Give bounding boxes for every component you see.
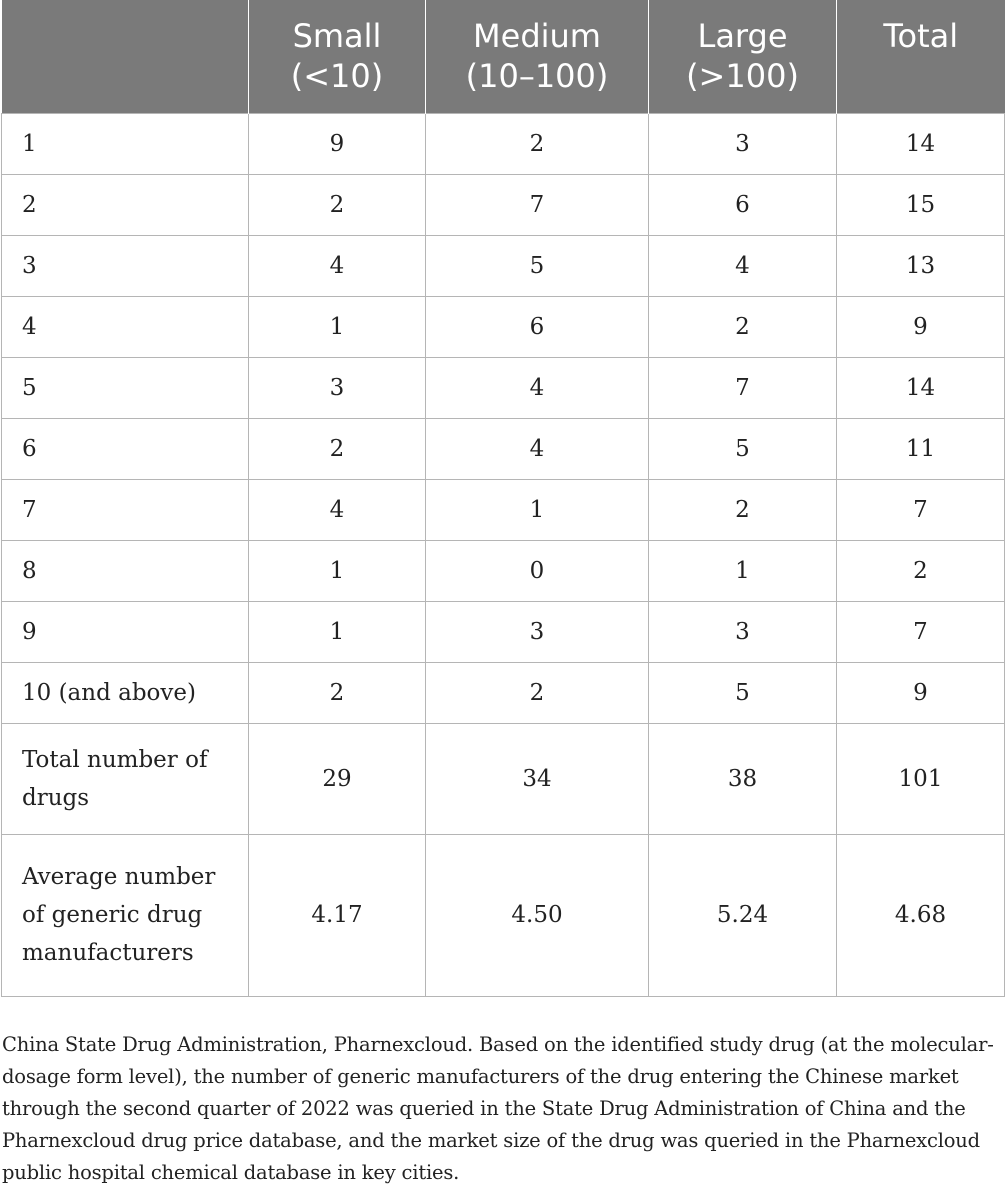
- table-row: [2, 479, 1005, 540]
- cell-small: 3: [249, 357, 426, 418]
- cell-small: 2: [249, 662, 426, 723]
- row-label: 6: [2, 418, 249, 479]
- cell-small: 4.17: [249, 834, 426, 996]
- table-row: [2, 540, 1005, 601]
- cell-total: 2: [837, 540, 1005, 601]
- cell-medium: 4: [426, 418, 649, 479]
- table-body: [2, 113, 1005, 996]
- header-cell-total: [837, 0, 1005, 113]
- cell-medium: 0: [426, 540, 649, 601]
- cell-large: 2: [649, 479, 837, 540]
- cell-total: 7: [837, 479, 1005, 540]
- cell-medium: 4: [426, 357, 649, 418]
- cell-small: 1: [249, 540, 426, 601]
- cell-large: 3: [649, 113, 837, 174]
- cell-total: 14: [837, 357, 1005, 418]
- table-footnote: China State Drug Administration, Pharnexcloud. Based on the identified study drug (at the molecular-dosage form level), the number of generic manufacturers of the drug entering the Chinese market through the second quarter of 2022 was queried in the State Drug Administration of China and the Pharnexcloud drug price database, and the market size of the drug was queried in the Pharnexcloud public hospital chemical database in key cities.: [2, 1032, 994, 1184]
- cell-small: 1: [249, 601, 426, 662]
- cell-total: 11: [837, 418, 1005, 479]
- table-row: [2, 662, 1005, 723]
- header-line1: Large: [697, 17, 788, 56]
- cell-medium: 5: [426, 235, 649, 296]
- row-label: 4: [2, 296, 249, 357]
- cell-total: 101: [837, 723, 1005, 834]
- row-label: 10 (and above): [2, 662, 249, 723]
- cell-total: 7: [837, 601, 1005, 662]
- cell-large: 5.24: [649, 834, 837, 996]
- cell-small: 2: [249, 174, 426, 235]
- cell-total: 13: [837, 235, 1005, 296]
- cell-small: 9: [249, 113, 426, 174]
- header-line2: (<10): [290, 57, 384, 96]
- row-label: 3: [2, 235, 249, 296]
- cell-large: 3: [649, 601, 837, 662]
- header-line1: Medium: [473, 17, 601, 56]
- header-cell-medium: [426, 0, 649, 113]
- table-row: [2, 418, 1005, 479]
- header-cell-large: [649, 0, 837, 113]
- header-line2: (>100): [686, 57, 799, 96]
- table-row: [2, 235, 1005, 296]
- cell-medium: 2: [426, 113, 649, 174]
- header-row: [2, 0, 1005, 113]
- data-table: [1, 0, 1005, 997]
- row-label: 8: [2, 540, 249, 601]
- row-label: 5: [2, 357, 249, 418]
- cell-medium: 1: [426, 479, 649, 540]
- cell-small: 29: [249, 723, 426, 834]
- cell-total: 9: [837, 296, 1005, 357]
- cell-medium: 6: [426, 296, 649, 357]
- row-label: Total number of drugs: [2, 723, 249, 834]
- header-cell-empty: [2, 0, 249, 113]
- cell-large: 6: [649, 174, 837, 235]
- row-label: 9: [2, 601, 249, 662]
- cell-medium: 3: [426, 601, 649, 662]
- row-label: Average number of generic drug manufacturers: [2, 834, 249, 996]
- cell-medium: 4.50: [426, 834, 649, 996]
- header-line1: Small: [292, 17, 382, 56]
- table-row: [2, 601, 1005, 662]
- cell-medium: 34: [426, 723, 649, 834]
- cell-large: 2: [649, 296, 837, 357]
- cell-medium: 7: [426, 174, 649, 235]
- cell-large: 1: [649, 540, 837, 601]
- table-row: [2, 296, 1005, 357]
- cell-large: 4: [649, 235, 837, 296]
- cell-medium: 2: [426, 662, 649, 723]
- table-row: [2, 834, 1005, 996]
- header-cell-small: [249, 0, 426, 113]
- cell-large: 38: [649, 723, 837, 834]
- table-row: [2, 113, 1005, 174]
- cell-small: 4: [249, 235, 426, 296]
- table-row: [2, 723, 1005, 834]
- cell-small: 2: [249, 418, 426, 479]
- header-line2: (10–100): [465, 57, 609, 96]
- table-row: [2, 174, 1005, 235]
- cell-total: 14: [837, 113, 1005, 174]
- cell-large: 5: [649, 418, 837, 479]
- cell-small: 4: [249, 479, 426, 540]
- cell-small: 1: [249, 296, 426, 357]
- cell-total: 4.68: [837, 834, 1005, 996]
- cell-large: 7: [649, 357, 837, 418]
- row-label: 1: [2, 113, 249, 174]
- cell-total: 9: [837, 662, 1005, 723]
- table-header: [2, 0, 1005, 113]
- cell-large: 5: [649, 662, 837, 723]
- row-label: 7: [2, 479, 249, 540]
- table-row: [2, 357, 1005, 418]
- header-line1: Total: [883, 17, 959, 55]
- cell-total: 15: [837, 174, 1005, 235]
- row-label: 2: [2, 174, 249, 235]
